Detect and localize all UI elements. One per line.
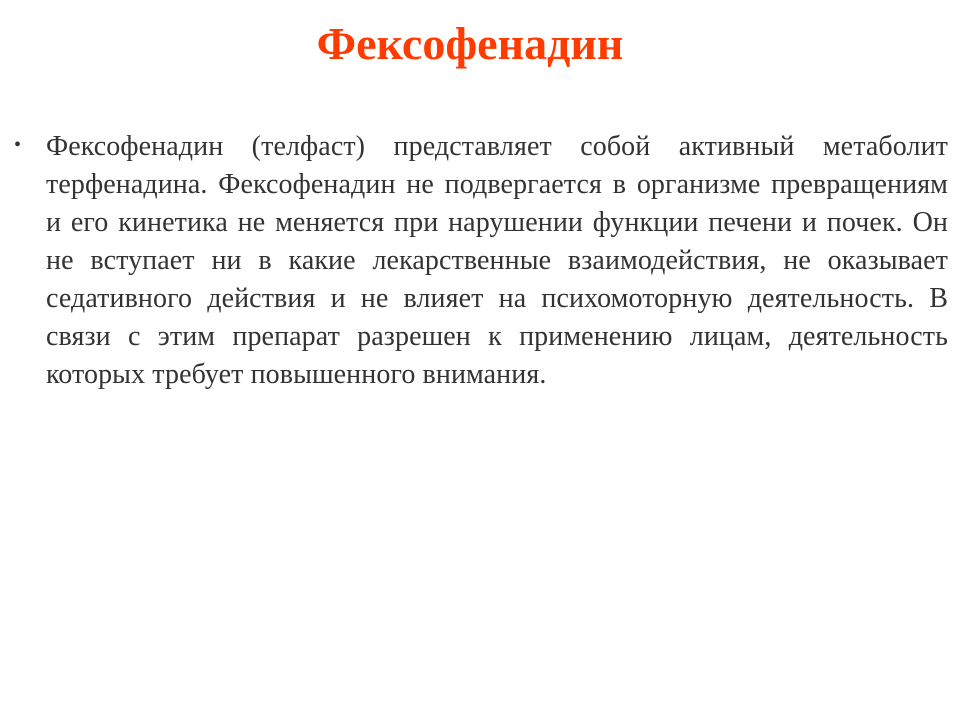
bullet-list (14, 128, 948, 394)
bullet-text: Фексофенадин (телфаст) представляет собой активный метаболит терфенадина. Фексофенадин не подвергается в организме превращениям и его кинетика не меняется при нарушении функции печени и почек. Он не вступает ни в какие лекарственные взаимодействия, не оказывает седативного действия и не влияет на психомоторную деятельность. В связи с этим препарат разрешен к применению лицам, деятельность которых требует повышенного внимания. (46, 131, 948, 390)
bullet-dot-icon: • (14, 134, 22, 156)
bullet-item (14, 128, 948, 394)
slide-title: Фексофенадин (316, 18, 624, 69)
